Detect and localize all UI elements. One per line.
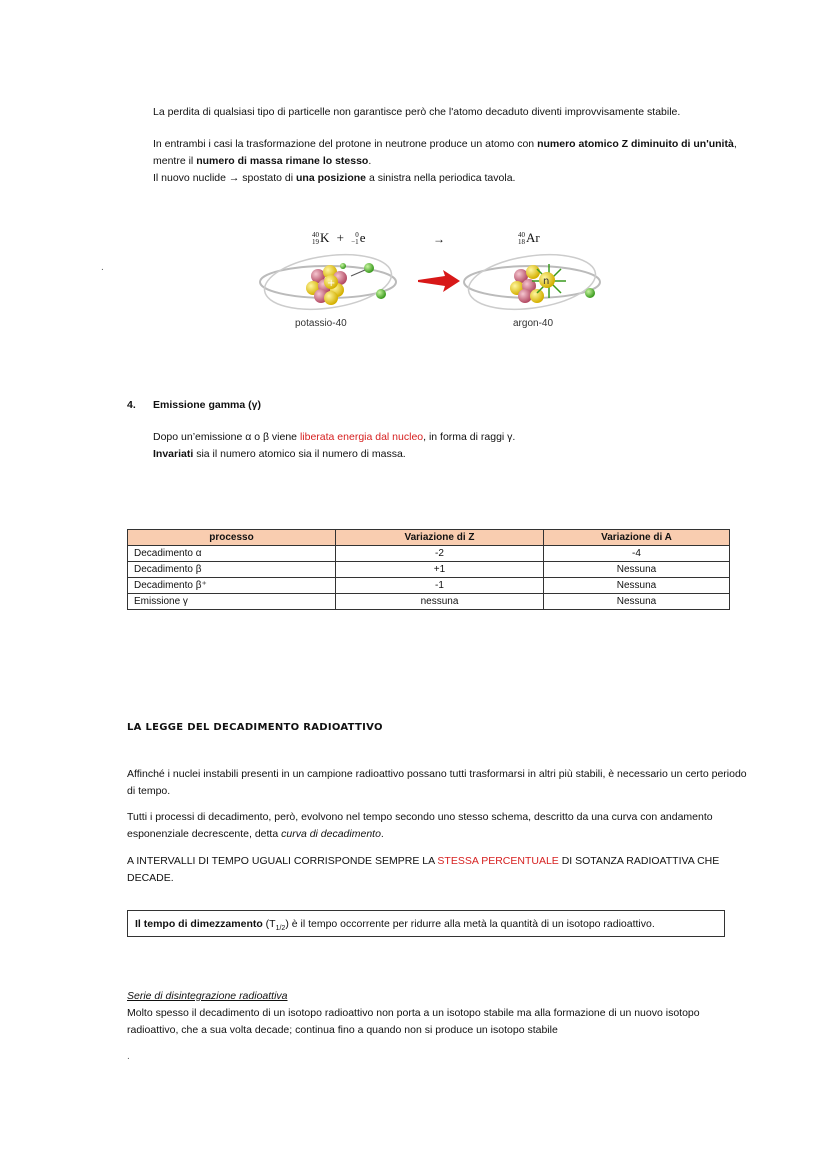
cell-process: Decadimento α: [128, 546, 336, 562]
section-4-title: Emissione gamma (γ): [153, 399, 261, 411]
cell-z: nessuna: [336, 594, 544, 610]
transformation-arrow-icon: [418, 270, 460, 292]
law-p3-a: A INTERVALLI DI TEMPO UGUALI CORRISPONDE SEMPRE LA: [127, 855, 438, 867]
cell-process: Emissione γ: [128, 594, 336, 610]
table-header-row: [128, 530, 730, 546]
equation-arrow: →: [433, 232, 445, 246]
e-symbol: e: [359, 230, 366, 245]
section-4-heading: [127, 397, 261, 414]
series-title: Serie di disintegrazione radioattiva: [127, 990, 288, 1002]
label-argon: argon-40: [513, 318, 554, 329]
intro-p3-part-a: Il nuovo nuclide → spostato di: [153, 172, 297, 184]
cell-a: -4: [544, 546, 730, 562]
beta-capture-figure: [255, 224, 615, 339]
law-heading: LA LEGGE DEL DECADIMENTO RADIOATTIVO: [127, 722, 383, 733]
intro-p2-part-c: , mentre il: [153, 138, 737, 167]
s4-l1-c: , in forma di raggi γ.: [423, 431, 516, 443]
series-paragraph: Molto spesso il decadimento di un isotopo radioattivo non porta a un isotopo stabile ma alla formazione di un nuovo isotopo radioattivo, che a sua volta decade; continua fino a quando non si produce un isotopo stabile: [127, 1007, 700, 1036]
intro-paragraph-3: [153, 170, 753, 187]
half-life-bold: Il tempo di dimezzamento: [135, 918, 263, 930]
cell-z: +1: [336, 562, 544, 578]
law-p3-red: STESSA PERCENTUALE: [437, 855, 559, 867]
s4-l2-rest: sia il numero atomico sia il numero di massa.: [193, 448, 406, 460]
intro-p2-part-a: In entrambi i casi la trasformazione del protone in neutrone produce un atomo con: [153, 138, 538, 150]
argon-atom: [464, 247, 600, 316]
intro-paragraph-1: La perdita di qualsiasi tipo di particelle non garantisce però che l'atomo decaduto diventi improvvisamente stabile.: [153, 106, 681, 118]
intro-p2-bold-mass: numero di massa rimane lo stesso: [196, 155, 369, 167]
law-paragraph-1: Affinché i nuclei instabili presenti in un campione radioattivo possano tutti trasformarsi in altri più stabili, è necessario un certo periodo di tempo.: [127, 768, 747, 797]
law-paragraph-3: [127, 853, 737, 887]
equation-right: [518, 230, 540, 246]
k-symbol: K: [320, 230, 330, 245]
potassium-atom: [260, 247, 396, 316]
e-numbers: 0 −1: [351, 231, 359, 247]
cell-a: Nessuna: [544, 562, 730, 578]
decay-process-table: [127, 529, 730, 610]
s4-l1-a: Dopo un’emissione α o β viene: [153, 431, 300, 443]
stray-dot-2: .: [127, 1051, 130, 1062]
law-p3-c: DI SOTANZA RADIOATTIVA CHE DECADE.: [127, 855, 720, 884]
label-potassium: potassio-40: [295, 318, 347, 329]
law-p2-italic: curva di decadimento: [281, 828, 381, 840]
s4-l1-red: liberata energia dal nucleo: [299, 431, 424, 443]
table-row: [128, 562, 730, 578]
ar-symbol: Ar: [526, 230, 540, 245]
intro-p2-bold-z: numero atomico Z diminuito di un'unità: [537, 138, 734, 150]
law-p2-a: Tutti i processi di decadimento, però, evolvono nel tempo secondo uno stesso schema, descritto da una curva con andamento esponenziale decrescente, detta: [127, 811, 713, 840]
intro-p2-part-e: .: [368, 155, 372, 167]
header-processo: processo: [128, 530, 336, 546]
neutron-label: n: [543, 276, 550, 287]
cell-a: Nessuna: [544, 594, 730, 610]
law-paragraph-2: [127, 809, 752, 843]
atoms-illustration: [255, 246, 615, 316]
half-life-rest: ) è il tempo occorrente per ridurre alla metà la quantità di un isotopo radioattivo.: [285, 918, 655, 930]
law-p2-c: .: [380, 828, 384, 840]
cell-a: Nessuna: [544, 578, 730, 594]
half-life-definition-box: [127, 910, 725, 937]
s4-l2-bold: Invariati: [153, 448, 194, 460]
equation-plus: +: [336, 230, 344, 245]
intro-paragraph-2: [153, 136, 753, 170]
table-row: [128, 578, 730, 594]
section-4-line-2: [153, 446, 753, 463]
table-row: [128, 546, 730, 562]
equation-left: [312, 230, 365, 246]
header-variazione-z: Variazione di Z: [336, 530, 544, 546]
header-variazione-a: Variazione di A: [544, 530, 730, 546]
half-life-sub: 1/2: [275, 925, 286, 933]
table-row: [128, 594, 730, 610]
cell-z: -2: [336, 546, 544, 562]
intro-p3-part-c: a sinistra nella periodica tavola.: [366, 172, 516, 184]
proton-plus-sign: +: [327, 278, 336, 289]
intro-p3-bold: una posizione: [296, 172, 367, 184]
stray-dot-1: .: [101, 262, 104, 273]
k-numbers: 40 19: [312, 231, 319, 247]
cell-z: -1: [336, 578, 544, 594]
cell-process: Decadimento β: [128, 562, 336, 578]
section-4-number: 4.: [127, 399, 136, 411]
half-life-t: (T: [262, 918, 276, 930]
ar-numbers: 40 18: [518, 231, 525, 247]
cell-process: Decadimento β⁺: [128, 578, 336, 594]
section-4-line-1: [153, 429, 753, 446]
